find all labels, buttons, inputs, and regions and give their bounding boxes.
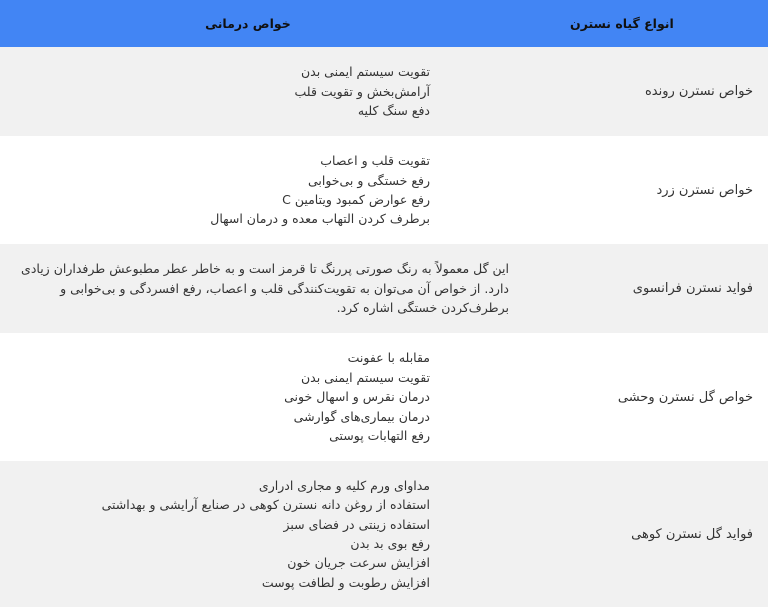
property-item: رفع عوارض کمبود ویتامین C (282, 192, 430, 207)
row-properties (0, 151, 523, 229)
row-name: فواید نسترن فرانسوی (632, 281, 753, 296)
property-item: رفع خستگی و بی‌خوابی (307, 172, 430, 188)
property-item: استفاده از روغن دانه نسترن کوهی در صنایع آرایشی و بهداشتی (101, 497, 430, 513)
row-name: خواص گل نسترن وحشی (617, 389, 753, 405)
property-item: افزایش رطوبت و لطافت پوست (261, 574, 430, 590)
property-item: استفاده زینتی در فضای سبز (283, 516, 430, 532)
row-name: فواید گل نسترن کوهی (631, 526, 753, 542)
table-row (0, 333, 768, 461)
property-item: تقویت سیستم ایمنی بدن (300, 369, 430, 385)
table-row (0, 461, 768, 607)
row-properties (0, 476, 523, 592)
header-types: انواع گیاه نسترن (570, 16, 674, 31)
property-item: رفع بوی بد بدن (350, 536, 430, 551)
row-properties (0, 259, 523, 317)
table-row (0, 47, 768, 136)
property-item: درمان بیماری‌های گوارشی (293, 408, 430, 424)
table-row (0, 244, 768, 333)
property-item: تقویت سیستم ایمنی بدن (300, 64, 430, 80)
header-properties: خواص درمانی (205, 16, 291, 31)
row-properties (0, 348, 523, 445)
property-item: برطرف کردن التهاب معده و درمان اسهال (210, 211, 430, 227)
row-name: خواص نسترن زرد (656, 182, 753, 198)
property-item: درمان نقرس و اسهال خونی (284, 389, 430, 405)
table-row (0, 136, 768, 244)
property-item: رفع التهابات پوستی (329, 428, 430, 444)
row-name: خواص نسترن رونده (644, 84, 753, 99)
table-header (0, 0, 768, 47)
property-item: مداوای ورم کلیه و مجاری ادراری (258, 477, 430, 493)
property-item: تقویت قلب و اعصاب (320, 153, 430, 169)
property-item: مقابله با عفونت (347, 350, 430, 366)
property-item: افزایش سرعت جریان خون (287, 555, 430, 571)
property-item: دفع سنگ کلیه (357, 103, 430, 119)
property-paragraph: این گل معمولاً به رنگ صورتی پررنگ تا قرمز است و به خاطر عطر مطبوعش طرفداران زیادی دارد. از خواص آن می‌توان به تقویت‌کنندگی قلب و اعصاب، رفع افسردگی و بی‌خوابی و برطرف‌کردن خستگی اشاره کرد. (21, 261, 509, 316)
row-properties (0, 62, 523, 120)
property-item: آرامش‌بخش و تقویت قلب (294, 83, 430, 99)
